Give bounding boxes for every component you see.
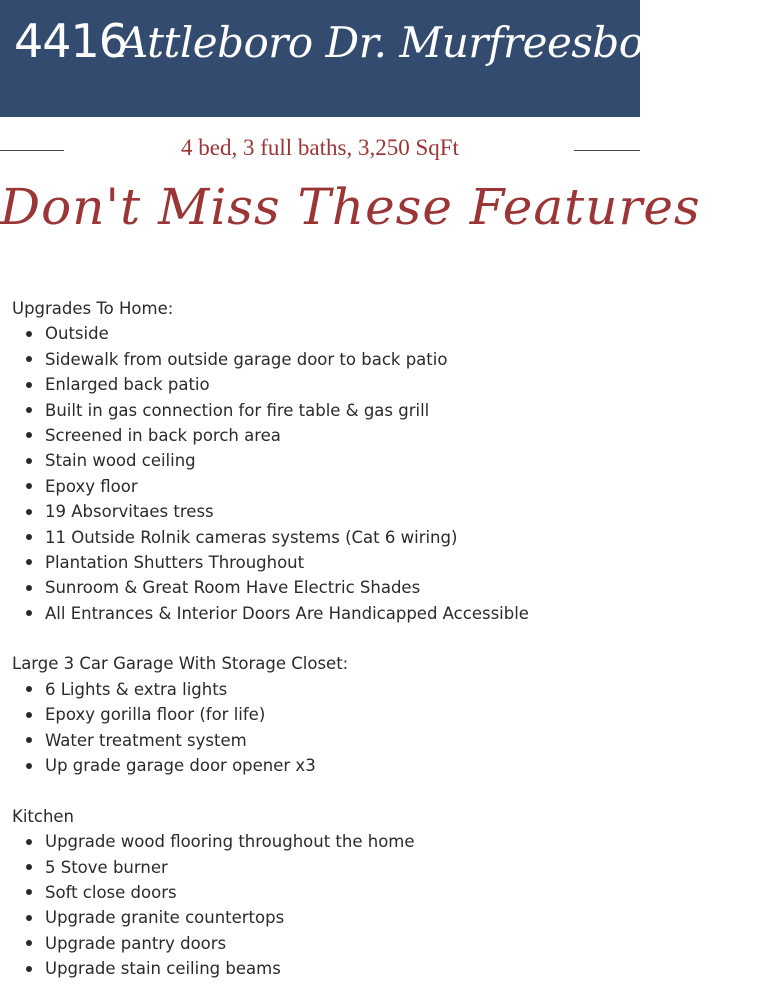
- bullet-icon: [26, 432, 32, 438]
- list-item: [12, 499, 632, 524]
- list-item: [12, 601, 632, 626]
- list-item-text: 19 Absorvitaes tress: [45, 502, 214, 522]
- list-item-text: Screened in back porch area: [45, 425, 281, 445]
- list-item-text: Water treatment system: [45, 730, 247, 750]
- bullet-icon: [26, 915, 32, 921]
- bullet-icon: [26, 382, 32, 388]
- list-item: [12, 728, 632, 753]
- list-item-text: Upgrade wood flooring throughout the home: [45, 832, 415, 852]
- list-item: [12, 372, 632, 397]
- bullet-icon: [26, 966, 32, 972]
- bullet-icon: [26, 559, 32, 565]
- list-item: [12, 423, 632, 448]
- list-item: [12, 702, 632, 727]
- list-item-text: Soft close doors: [45, 882, 177, 902]
- list-item-text: 11 Outside Rolnik cameras systems (Cat 6 wiring): [45, 527, 458, 547]
- summary-row: [0, 132, 640, 168]
- list-item-text: Up grade garage door opener x3: [45, 756, 316, 776]
- section-title: Upgrades To Home:: [12, 299, 174, 318]
- list-item-text: Stain wood ceiling: [45, 451, 196, 471]
- list-item: [12, 448, 632, 473]
- list-item: [12, 956, 632, 981]
- right-divider: [574, 150, 640, 151]
- list-item: [12, 575, 632, 600]
- bullet-icon: [26, 839, 32, 845]
- bullet-icon: [26, 509, 32, 515]
- list-item-text: 5 Stove burner: [45, 857, 168, 877]
- property-summary: 4 bed, 3 full baths, 3,250 SqFt: [181, 135, 459, 160]
- list-item: [12, 321, 632, 346]
- bullet-icon: [26, 407, 32, 413]
- list-item: [12, 347, 632, 372]
- list-item-text: Outside: [45, 324, 109, 344]
- list-item: [12, 905, 632, 930]
- bullet-icon: [26, 458, 32, 464]
- list-item-text: Built in gas connection for fire table & gas grill: [45, 400, 430, 420]
- list-item: [12, 398, 632, 423]
- bullet-icon: [26, 686, 32, 692]
- bullet-icon: [26, 331, 32, 337]
- list-item-text: Sunroom & Great Room Have Electric Shades: [45, 578, 421, 598]
- house-number: 4416: [14, 14, 128, 68]
- bullet-icon: [26, 864, 32, 870]
- bullet-icon: [26, 940, 32, 946]
- features-headline: Don't Miss These Features: [0, 178, 701, 236]
- list-item-text: Enlarged back patio: [45, 375, 210, 395]
- street-address: Attleboro Dr. Murfreesboro, TN: [118, 18, 777, 67]
- feature-section: [12, 296, 632, 626]
- list-item-text: All Entrances & Interior Doors Are Handicapped Accessible: [45, 603, 529, 623]
- list-item-text: Epoxy gorilla floor (for life): [45, 705, 266, 725]
- address-banner: [0, 0, 777, 117]
- list-item-text: 6 Lights & extra lights: [45, 679, 228, 699]
- list-item-text: Upgrade granite countertops: [45, 908, 285, 928]
- features-content: [12, 296, 632, 1007]
- bullet-icon: [26, 585, 32, 591]
- section-title: Kitchen: [12, 806, 75, 826]
- bullet-icon: [26, 356, 32, 362]
- bullet-icon: [26, 712, 32, 718]
- list-item: [12, 855, 632, 880]
- feature-list: [12, 321, 632, 626]
- bullet-icon: [26, 737, 32, 743]
- list-item: [12, 550, 632, 575]
- list-item: [12, 474, 632, 499]
- bullet-icon: [26, 534, 32, 540]
- list-item-text: Upgrade pantry doors: [45, 933, 227, 953]
- list-item: [12, 880, 632, 905]
- bullet-icon: [26, 889, 32, 895]
- list-item: [12, 677, 632, 702]
- feature-list: [12, 829, 632, 981]
- bullet-icon: [26, 763, 32, 769]
- bullet-icon: [26, 610, 32, 616]
- section-title: Large 3 Car Garage With Storage Closet:: [12, 654, 349, 674]
- list-item: [12, 525, 632, 550]
- list-item: [12, 753, 632, 778]
- list-item: [12, 829, 632, 854]
- list-item-text: Plantation Shutters Throughout: [45, 552, 305, 572]
- list-item-text: Epoxy floor: [45, 476, 138, 496]
- bullet-icon: [26, 483, 32, 489]
- list-item: [12, 931, 632, 956]
- feature-section: [12, 804, 632, 982]
- list-item-text: Upgrade stain ceiling beams: [45, 959, 281, 979]
- feature-section: [12, 651, 632, 778]
- list-item-text: Sidewalk from outside garage door to back patio: [45, 349, 448, 369]
- feature-list: [12, 677, 632, 779]
